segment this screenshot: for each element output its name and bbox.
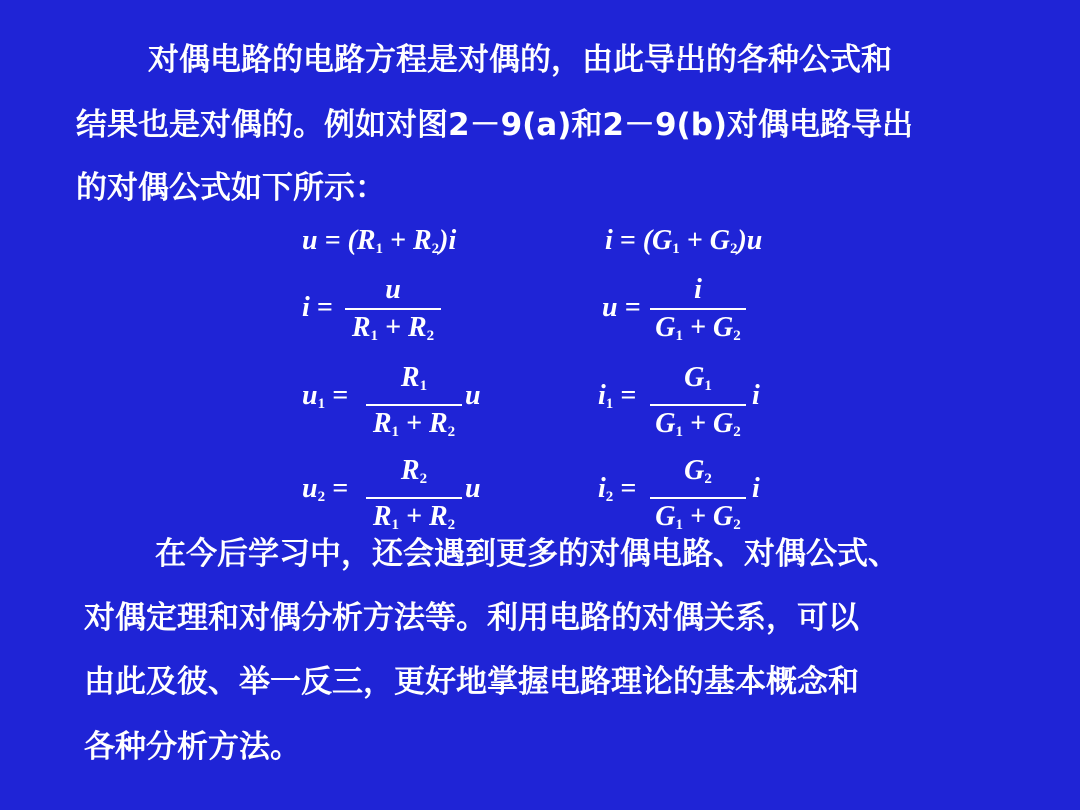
formula-left-1: $u = (R_1 + R_2)i$ bbox=[302, 225, 457, 257]
formula-right-1: $i = (G_1 + G_2)u$ bbox=[605, 225, 763, 257]
formula-right-4-lhs: $i_2$ = bbox=[598, 473, 637, 505]
intro-line-1: 对偶电路的电路方程是对偶的，由此导出的各种公式和 bbox=[148, 42, 892, 78]
formula-left-3-rhs: u bbox=[465, 380, 481, 411]
formula-right-3-lhs: $i_1$ = bbox=[598, 380, 637, 412]
formula-right-4-rhs: i bbox=[752, 473, 760, 504]
formula-right-3-fraction: $G_1$ $G_1 + G_2$ bbox=[650, 362, 746, 448]
formula-left-3-fraction: $R_1$ $R_1 + R_2$ bbox=[366, 362, 462, 448]
formula-left-4-lhs: $u_2$ = bbox=[302, 473, 349, 505]
formula-right-4-fraction: $G_2$ $G_1 + G_2$ bbox=[650, 455, 746, 541]
intro-line-3: 的对偶公式如下所示： bbox=[76, 170, 386, 206]
closing-line-3: 由此及彼、举一反三，更好地掌握电路理论的基本概念和 bbox=[84, 664, 859, 700]
closing-line-4: 各种分析方法。 bbox=[84, 729, 301, 765]
formula-right-2-lhs: u = bbox=[602, 292, 641, 323]
formula-left-2-lhs: i = bbox=[302, 292, 333, 323]
closing-line-2: 对偶定理和对偶分析方法等。利用电路的对偶关系，可以 bbox=[84, 600, 859, 636]
formula-right-3-rhs: i bbox=[752, 380, 760, 411]
formula-right-2-fraction: i $G_1 + G_2$ bbox=[650, 274, 746, 352]
formula-left-3-lhs: $u_1$ = bbox=[302, 380, 349, 412]
closing-line-1: 在今后学习中，还会遇到更多的对偶电路、对偶公式、 bbox=[155, 536, 899, 572]
intro-line-2: 结果也是对偶的。例如对图2－9(a)和2－9(b)对偶电路导出 bbox=[76, 107, 914, 143]
formula-left-2-fraction: u $R_1 + R_2$ bbox=[345, 274, 441, 352]
formula-left-4-fraction: $R_2$ $R_1 + R_2$ bbox=[366, 455, 462, 541]
formula-left-4-rhs: u bbox=[465, 473, 481, 504]
